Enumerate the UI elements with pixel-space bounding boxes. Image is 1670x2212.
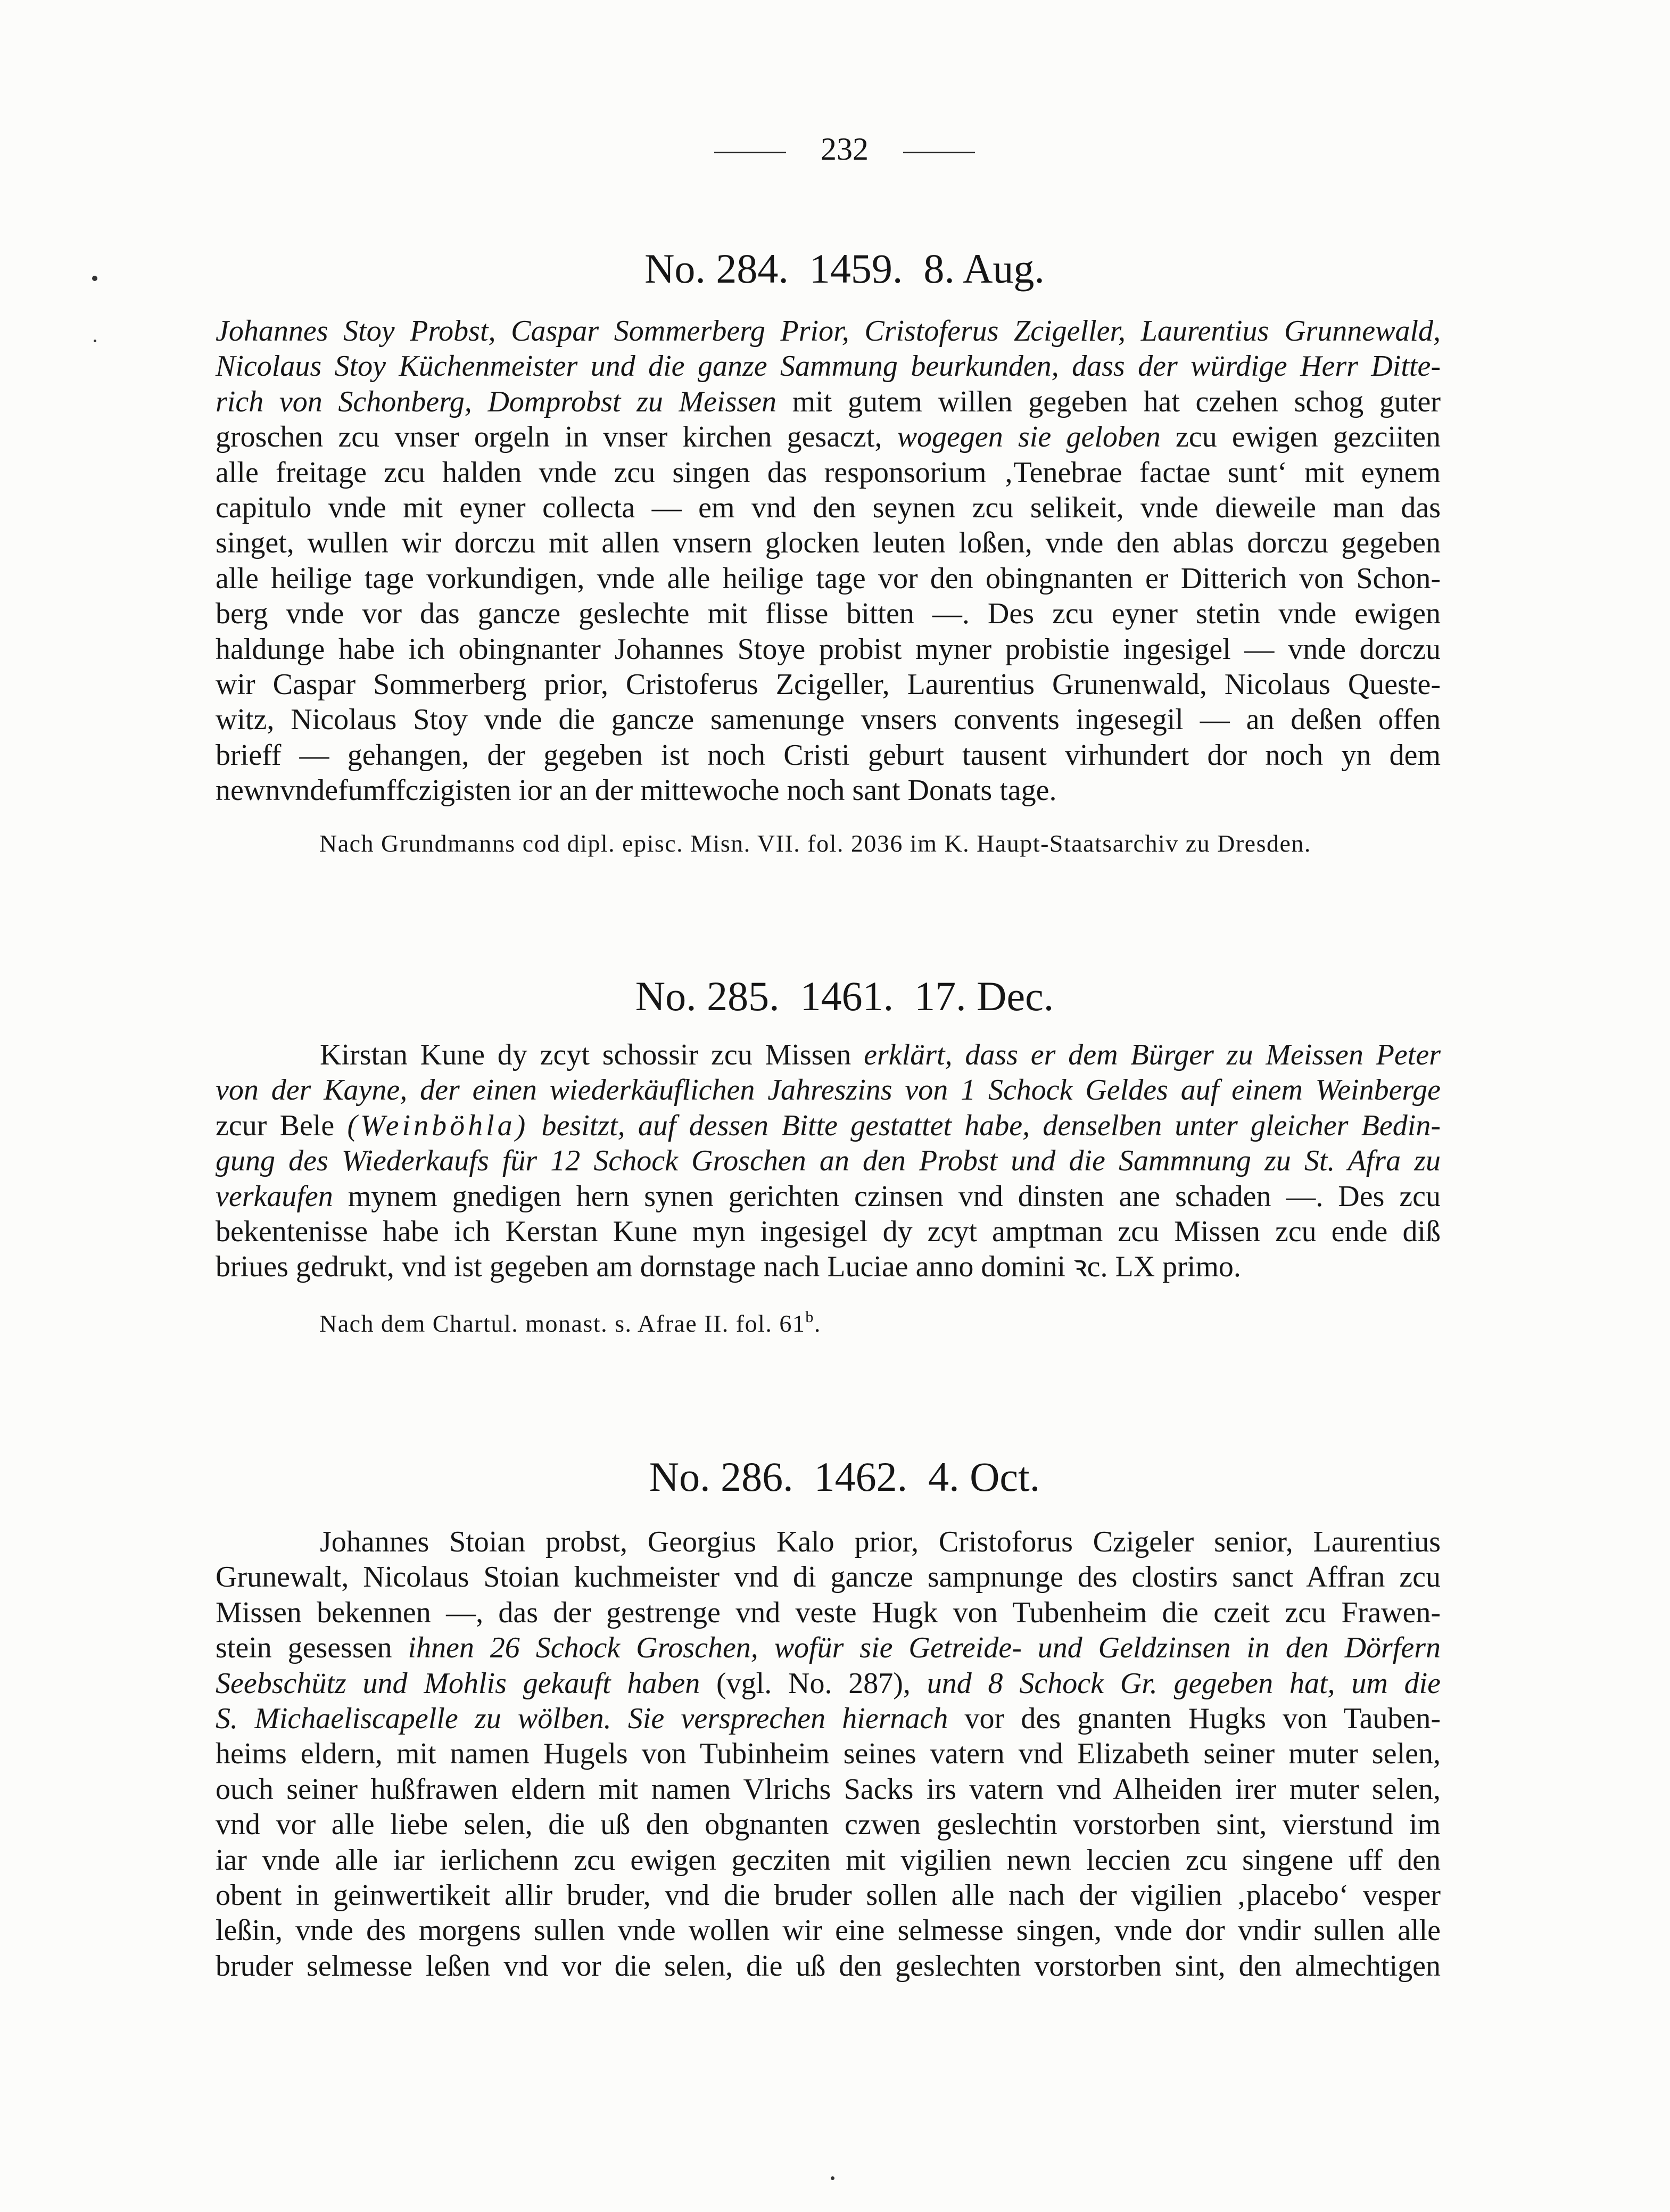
text-line <box>216 1214 1441 1249</box>
summary-text: von der Kayne, der einen wiederkäuflichen Jahreszins von 1 Schock Geldes auf einem Weinberge <box>216 1074 1441 1107</box>
entry-text <box>216 1524 1441 1984</box>
summary-text: ihnen 26 Schock Groschen, wofür sie Getreide- und Geldzinsen in den Dörfern <box>408 1631 1441 1665</box>
charter-text: Missen bekennen —, das der gestrenge vnd veste Hugk von Tubenheim die czeit zcu Frawen- <box>216 1596 1441 1629</box>
charter-text: bruder selmesse leßen vnd vor die selen, die uß den geslechten vorstorben sint, den almechtigen <box>216 1949 1441 1983</box>
charter-text: heims eldern, mit namen Hugels von Tubinheim seines vatern vnd Elizabeth seiner muter selen, <box>216 1737 1441 1771</box>
text-line <box>216 773 1441 808</box>
charter-text: haldunge habe ich obingnanter Johannes Stoye probist myner probistie ingesigel — vnde dorczu <box>216 632 1441 666</box>
entry-heading: No. 284. 1459. 8. Aug. <box>644 245 1045 292</box>
summary-text: und 8 Schock Gr. gegeben hat, um die <box>927 1666 1441 1700</box>
text-line <box>216 419 1441 455</box>
scan-speck <box>94 340 96 342</box>
text-line <box>216 1143 1441 1178</box>
text-line <box>216 1108 1441 1143</box>
summary-text: Nicolaus Stoy Küchenmeister und die ganze Sammung beurkunden, dass der würdige Herr Ditte- <box>216 350 1441 383</box>
text-line <box>216 1807 1441 1842</box>
charter-text: alle heilige tage vorkundigen, vnde alle heilige tage vor den obingnanten er Ditterich von Schon- <box>216 562 1441 595</box>
entry-heading: No. 286. 1462. 4. Oct. <box>649 1454 1040 1500</box>
text-line <box>216 738 1441 773</box>
text-line <box>216 1878 1441 1913</box>
summary-text: gung des Wiederkaufs für 12 Schock Groschen an den Probst und die Sammnung zu St. Afra zu <box>216 1144 1441 1178</box>
text-line <box>216 561 1441 596</box>
charter-text: Kirstan Kune dy zcyt schossir zcu Missen <box>320 1038 864 1071</box>
charter-text: zcur Bele <box>216 1109 348 1142</box>
source-note-text: Nach dem Chartul. monast. s. Afrae II. fol. 61 <box>319 1310 806 1337</box>
summary-text: Johannes Stoy Probst, Caspar Sommerberg Prior, Cristoferus Zcigeller, Laurentius Grunnewald, <box>216 315 1441 348</box>
charter-text: berg vnde vor das gancze geslechte mit flisse bitten —. Des zcu eyner stetin vnde ewigen <box>216 597 1441 631</box>
source-note <box>319 1309 821 1339</box>
text-line <box>216 313 1441 349</box>
charter-text: newnvndefumffczigisten ior an der mittewoche noch sant Donats tage. <box>216 774 1057 807</box>
text-line <box>216 1524 1441 1559</box>
text-line <box>216 1179 1441 1214</box>
text-line <box>216 525 1441 560</box>
page-number-rule-left <box>714 152 786 153</box>
text-line <box>216 490 1441 525</box>
page-header <box>0 130 1670 168</box>
text-line <box>216 1037 1441 1072</box>
summary-text: rich von Schonberg, Domprobst zu Meissen <box>216 385 777 418</box>
entry-text <box>216 1037 1441 1285</box>
folio-side-superscript: b <box>805 1308 814 1326</box>
source-note-text: Nach Grundmanns cod dipl. episc. Misn. VII. fol. 2036 im K. Haupt-Staatsarchiv zu Dresden. <box>319 830 1311 857</box>
charter-text: capitulo vnde mit eyner collecta — em vnd den seynen zcu selikeit, vnde dieweile man das <box>216 491 1441 524</box>
text-line <box>216 1630 1441 1665</box>
text-line <box>216 349 1441 384</box>
text-line <box>216 1736 1441 1771</box>
text-line <box>216 1913 1441 1948</box>
text-line <box>216 1666 1441 1701</box>
charter-text: bekentenisse habe ich Kerstan Kune myn ingesigel dy zcyt amptman zcu Missen zcu ende diß <box>216 1215 1441 1248</box>
source-note-period: . <box>814 1310 821 1337</box>
charter-text: zcu ewigen gezciiten <box>1160 420 1441 454</box>
charter-text: witz, Nicolaus Stoy vnde die gancze samenunge vnsers convents ingesegil — an deßen offen <box>216 703 1441 737</box>
charter-text: groschen zcu vnser orgeln in vnser kirchen gesaczt, <box>216 420 897 454</box>
charter-text: stein gesessen <box>216 1631 408 1665</box>
text-line <box>216 1595 1441 1630</box>
charter-text: singet, wullen wir dorczu mit allen vnsern glocken leuten loßen, vnde den ablas dorczu gegeben <box>216 526 1441 560</box>
charter-text: briues gedrukt, vnd ist gegeben am dornstage nach Luciae anno domini ꝛc. LX primo. <box>216 1250 1241 1284</box>
summary-text: wogegen sie geloben <box>897 420 1161 454</box>
source-note <box>319 829 1311 859</box>
page-number: 232 <box>821 131 869 167</box>
entry-heading: No. 285. 1461. 17. Dec. <box>635 973 1054 1019</box>
text-line <box>216 1701 1441 1736</box>
charter-text: mit gutem willen gegeben hat czehen schog guter <box>776 385 1441 418</box>
text-line <box>216 1843 1441 1878</box>
text-line <box>216 455 1441 490</box>
text-line <box>216 1249 1441 1284</box>
summary-text: besitzt, auf dessen Bitte gestattet habe, denselben unter gleicher Bedin- <box>528 1109 1441 1142</box>
text-line <box>216 384 1441 419</box>
charter-text: brieff — gehangen, der gegeben ist noch Cristi geburt tausent virhundert dor noch yn dem <box>216 738 1441 772</box>
text-line <box>216 1559 1441 1595</box>
summary-text: Seebschütz und Mohlis gekauft haben <box>216 1666 700 1700</box>
charter-text: iar vnde alle iar ierlichenn zcu ewigen gecziten mit vigilien newn leccien zcu singene uff den <box>216 1843 1441 1877</box>
entry-text <box>216 313 1441 808</box>
summary-text: S. Michaeliscapelle zu wölben. Sie versprechen hiernach <box>216 1702 948 1735</box>
text-line <box>216 596 1441 631</box>
charter-text: alle freitage zcu halden vnde zcu singen das responsorium ‚Tenebrae factae sunt‘ mit eynem <box>216 456 1441 489</box>
text-line <box>216 1772 1441 1807</box>
scan-speck <box>831 2176 834 2180</box>
charter-text: vor des gnanten Hugks von Tauben- <box>948 1702 1441 1735</box>
text-line <box>216 667 1441 702</box>
charter-text: ouch seiner hußfrawen eldern mit namen Vlrichs Sacks irs vatern vnd Alheiden irer muter selen, <box>216 1772 1441 1806</box>
text-line <box>216 702 1441 737</box>
page-number-rule-right <box>903 152 975 153</box>
charter-text: obent in geinwertikeit allir bruder, vnd die bruder sollen alle nach der vigilien ‚placebo‘ vesper <box>216 1878 1441 1912</box>
summary-text: erklärt, dass er dem Bürger zu Meissen Peter <box>864 1038 1441 1071</box>
charter-text: Johannes Stoian probst, Georgius Kalo prior, Cristoforus Czigeler senior, Laurentius <box>320 1525 1441 1558</box>
cross-reference: (vgl. No. 287), <box>700 1666 927 1700</box>
charter-text: mynem gnedigen hern synen gerichten czinsen vnd dinsten ane schaden —. Des zcu <box>333 1179 1441 1213</box>
charter-text: vnd vor alle liebe selen, die uß den obgnanten czwen geslechtin vorstorben sint, vierstund im <box>216 1808 1441 1842</box>
charter-text: wir Caspar Sommerberg prior, Cristoferus Zcigeller, Laurentius Grunenwald, Nicolaus Queste- <box>216 667 1441 701</box>
text-line <box>216 1949 1441 1984</box>
place-name-spaced: (Weinböhla) <box>347 1109 529 1142</box>
text-line <box>216 632 1441 667</box>
charter-text: Grunewalt, Nicolaus Stoian kuchmeister vnd di gancze sampnunge des clostirs sanct Affran zcu <box>216 1561 1441 1594</box>
summary-text: verkaufen <box>216 1179 333 1213</box>
charter-text: leßin, vnde des morgens sullen vnde wollen wir eine selmesse singen, vnde dor vndir sullen alle <box>216 1914 1441 1947</box>
text-line <box>216 1072 1441 1108</box>
